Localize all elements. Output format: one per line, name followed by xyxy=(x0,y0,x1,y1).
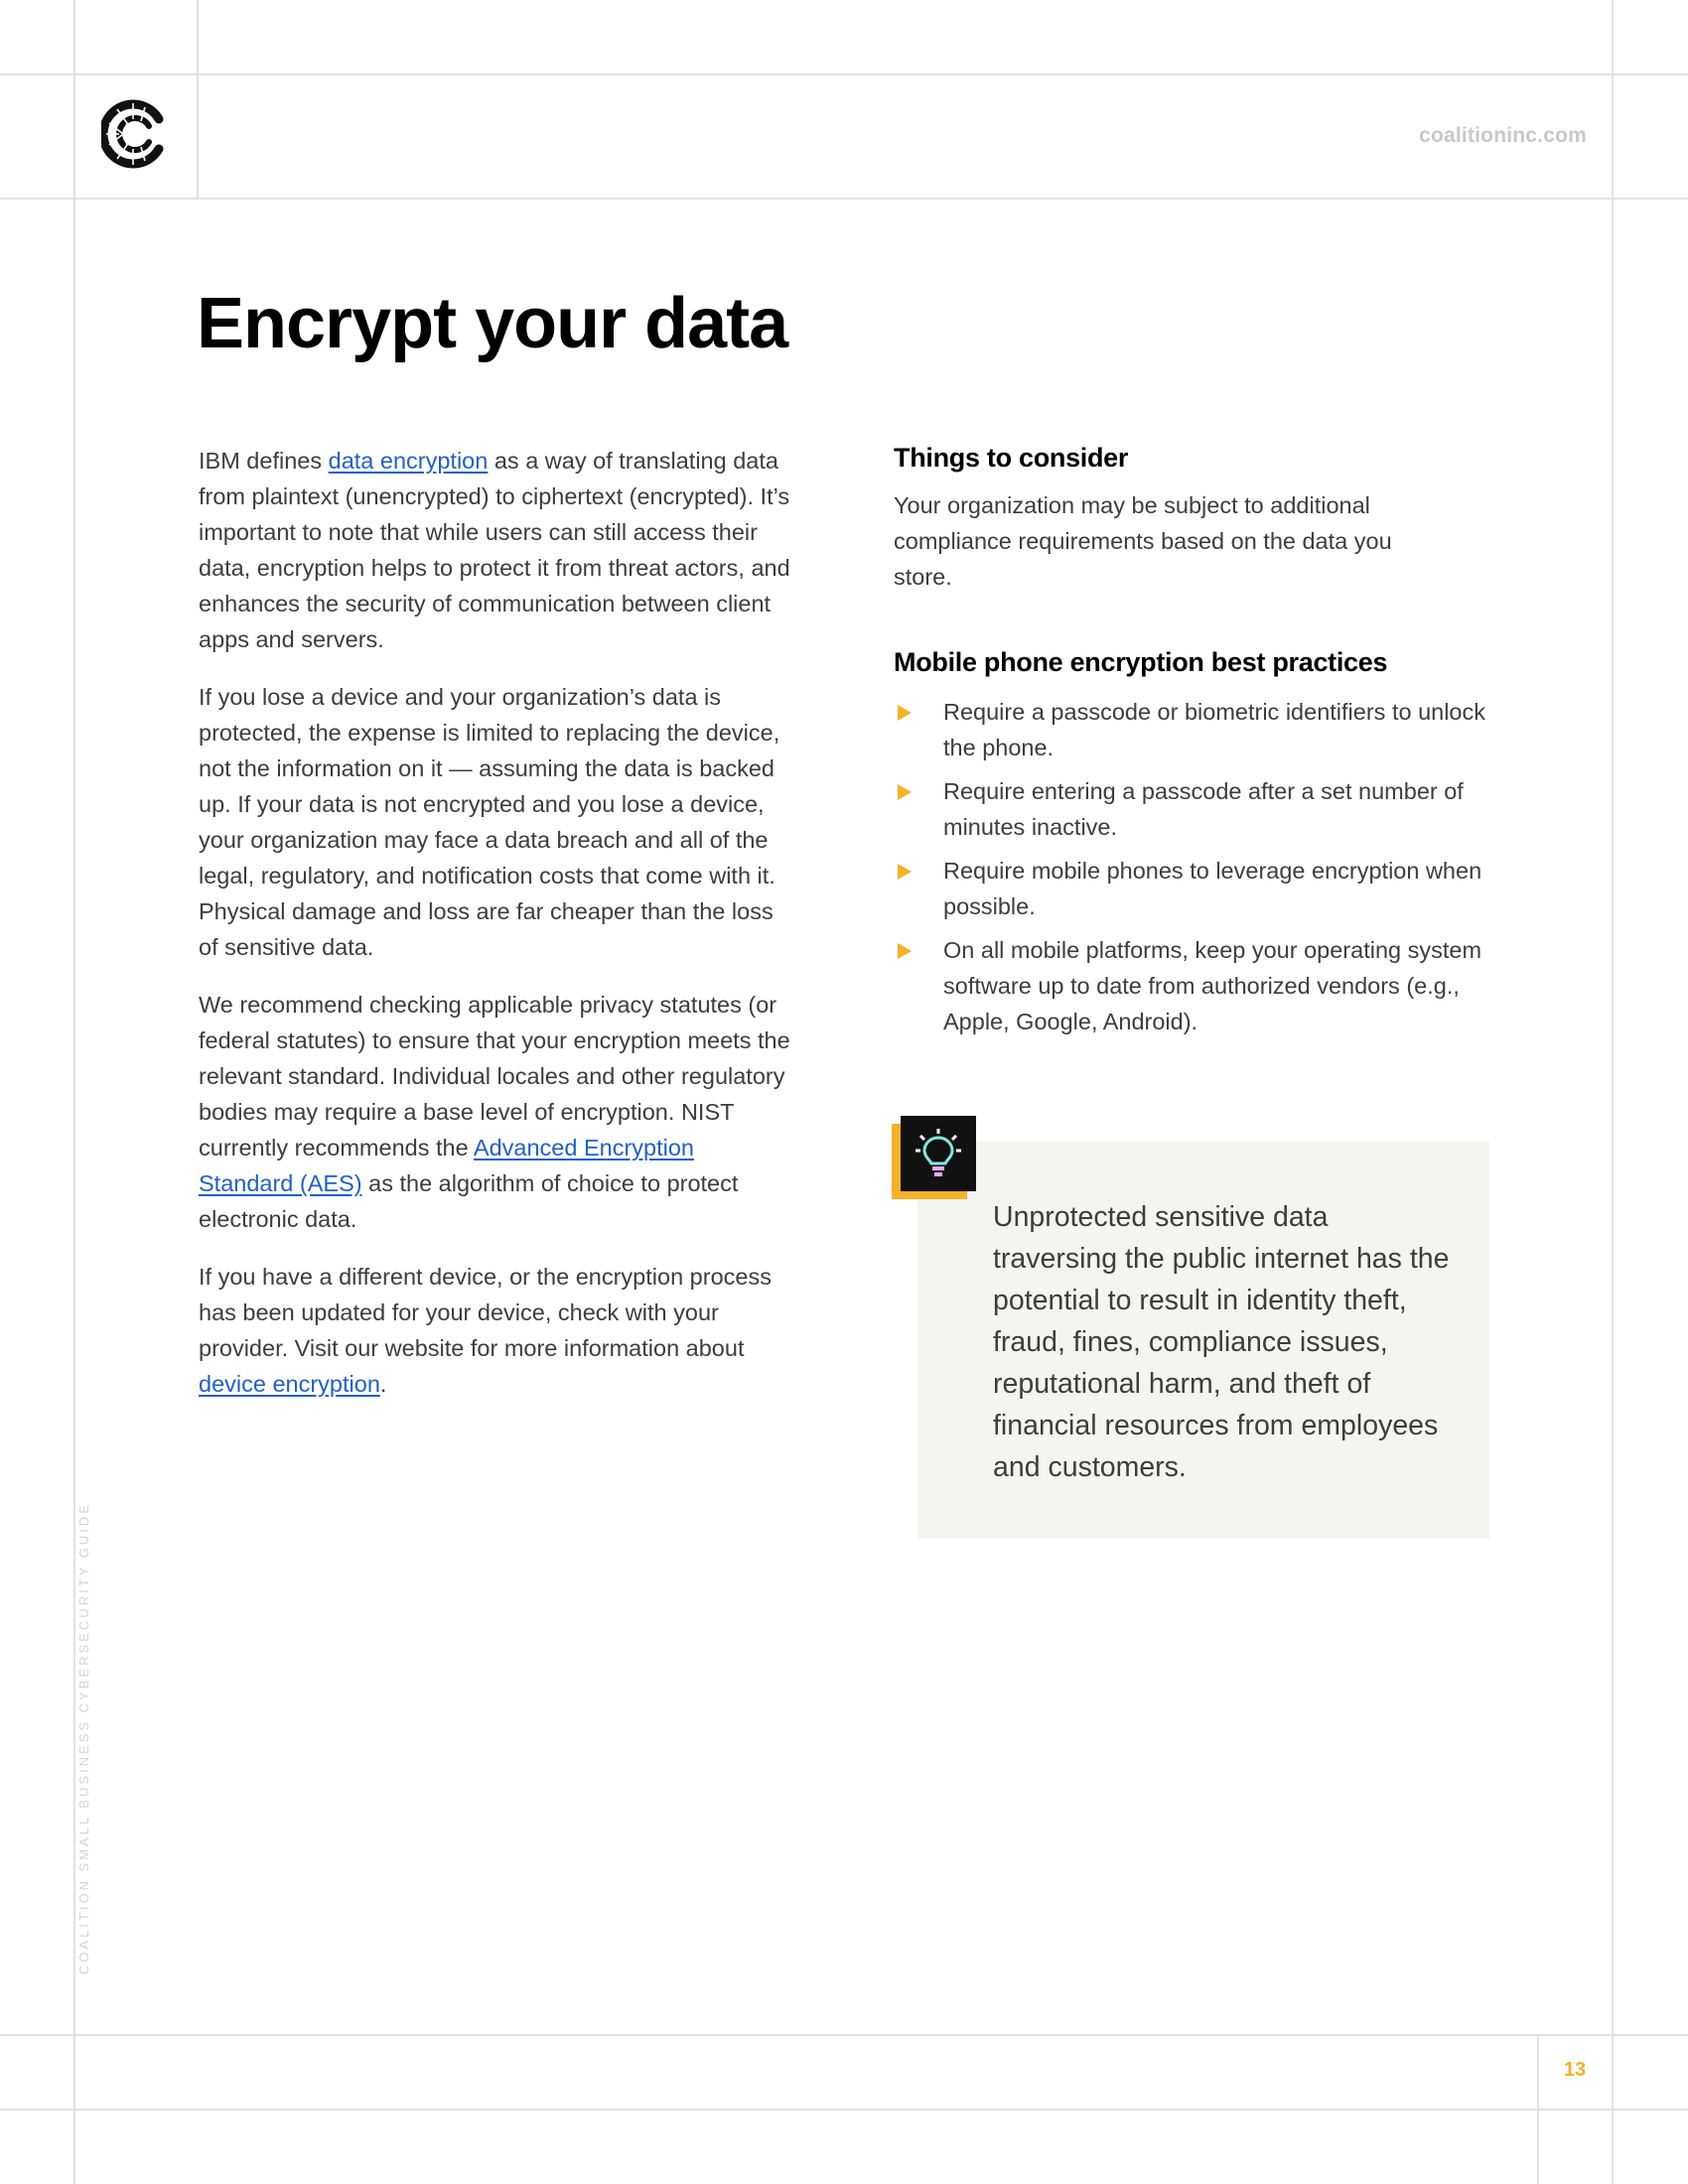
grid-line xyxy=(197,0,199,199)
paragraph-provider xyxy=(199,1259,794,1402)
list-item xyxy=(894,853,1499,924)
grid-line xyxy=(73,0,75,2184)
triangle-bullet-icon xyxy=(898,864,912,880)
best-practices-list xyxy=(894,694,1499,1039)
triangle-bullet-icon xyxy=(898,705,912,721)
page-number: 13 xyxy=(1563,2059,1587,2081)
body-text-column xyxy=(199,443,794,1424)
paragraph-text: . xyxy=(379,1371,387,1397)
triangle-bullet-icon xyxy=(898,784,912,800)
coalition-logo-icon[interactable] xyxy=(101,99,169,169)
tip-text: Unprotected sensitive data traversing the public internet has the potential to result in identity theft, fraud, fines, compliance issues, reputational harm, and theft of financial resources from employees and customers. xyxy=(993,1201,1450,1483)
things-to-consider-heading: Things to consider xyxy=(894,443,1129,473)
lightbulb-icon xyxy=(901,1116,976,1191)
things-to-consider-text: Your organization may be subject to additional compliance requirements based on the data you store. xyxy=(894,492,1392,590)
data-encryption-link[interactable]: data encryption xyxy=(328,448,489,474)
paragraph-text: IBM defines xyxy=(199,448,329,474)
list-item-text: On all mobile platforms, keep your operating system software up to date from authorized vendors (e.g., Apple, Google, Android). xyxy=(943,937,1482,1034)
triangle-bullet-icon xyxy=(898,943,912,959)
list-item xyxy=(894,694,1499,765)
grid-line xyxy=(0,73,1688,75)
grid-line xyxy=(0,2109,1688,2111)
aes-link[interactable]: Advanced Encryption Standard (AES) xyxy=(199,1135,694,1196)
paragraph-text: as the algorithm of choice to protect electronic data. xyxy=(199,1170,739,1232)
grid-line xyxy=(1612,0,1614,2184)
paragraph-text: as a way of translating data from plaintext (unencrypted) to ciphertext (encrypted). It’s important to note that while users can still access their data, encryption helps to protect it from threat actors, and enhances the security of communication between client apps and servers. xyxy=(199,448,790,652)
paragraph-intro xyxy=(199,443,794,657)
site-url[interactable]: coalitioninc.com xyxy=(1419,124,1587,147)
paragraph-text: We recommend checking applicable privacy statutes (or federal statutes) to ensure that your encryption meets the relevant standard. Individual locales and other regulatory bodies may require a base level of encryption. NIST currently recommends the xyxy=(199,992,790,1160)
mobile-practices-heading: Mobile phone encryption best practices xyxy=(894,647,1388,677)
sidebar-column xyxy=(894,438,1499,1047)
guide-side-label: COALITION SMALL BUSINESS CYBERSECURITY GUIDE xyxy=(76,1502,91,1975)
page-title: Encrypt your data xyxy=(197,284,788,363)
paragraph-text: If you have a different device, or the encryption process has been updated for your device, check with your provider. Visit our website for more information about xyxy=(199,1264,772,1361)
grid-line xyxy=(0,2034,1688,2036)
list-item-text: Require a passcode or biometric identifiers to unlock the phone. xyxy=(943,699,1485,760)
list-item xyxy=(894,932,1499,1039)
device-encryption-link[interactable]: device encryption xyxy=(199,1371,380,1397)
list-item-text: Require entering a passcode after a set number of minutes inactive. xyxy=(943,778,1464,840)
grid-line xyxy=(0,198,1688,200)
paragraph-device-loss: If you lose a device and your organization’s data is protected, the expense is limited to replacing the device, not the information on it — assuming the data is backed up. If your data is not encrypted and you lose a device, your organization may face a data breach and all of the legal, regulatory, and notification costs that come with it. Physical damage and loss are far cheaper than the loss of sensitive data. xyxy=(199,684,780,960)
list-item-text: Require mobile phones to leverage encryption when possible. xyxy=(943,858,1482,919)
list-item xyxy=(894,773,1499,845)
paragraph-statutes xyxy=(199,987,794,1237)
